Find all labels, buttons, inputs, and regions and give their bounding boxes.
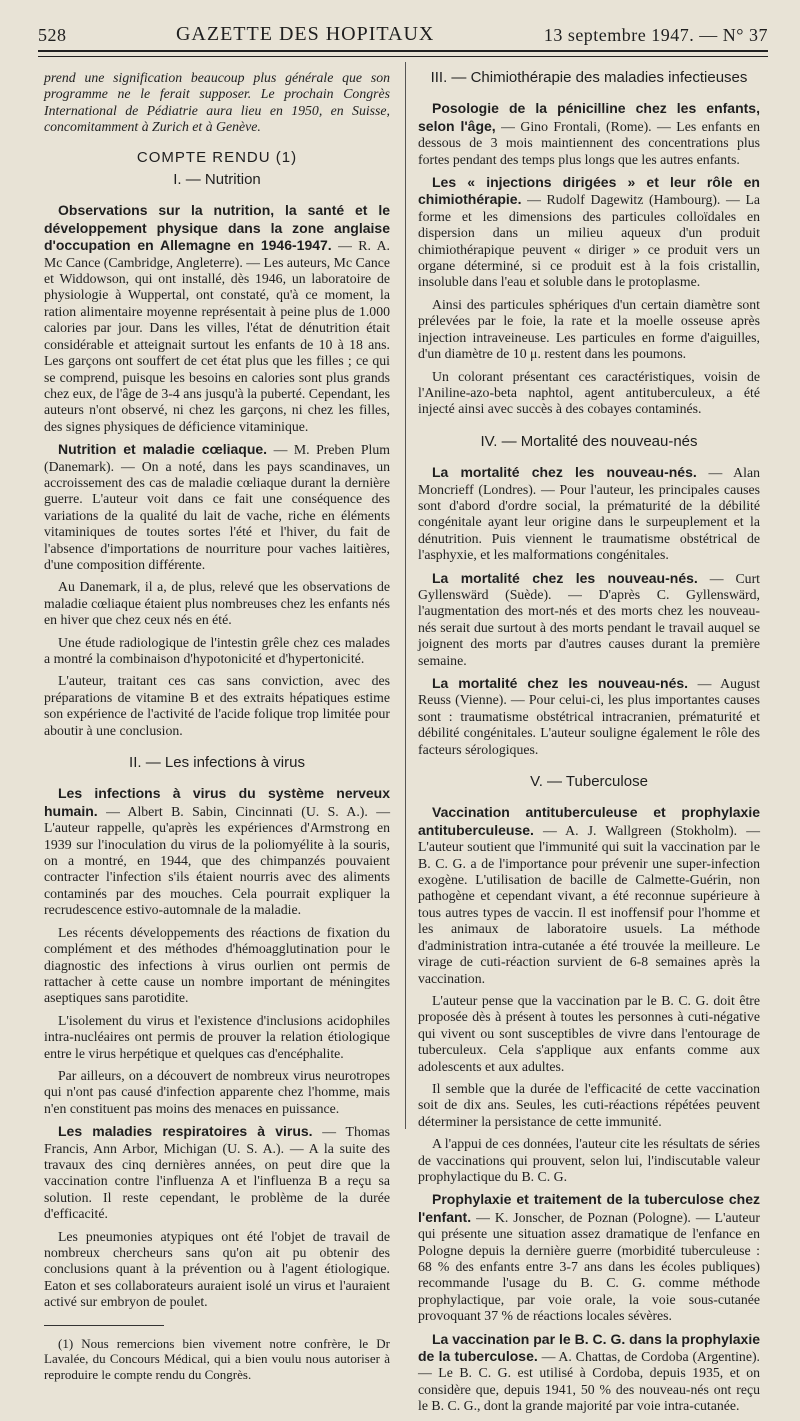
- page-header: [38, 22, 768, 46]
- article-mortality-2: La mortalité chez les nouveau-nés. — Curt Gyllenswärd (Suède). — D'après C. Gyllenswärd, l'augmentation des mort-nés et des morts chez les nouveau-nés serait due surtout à des morts pendant le travail auquel se joignent des morts par d'autres causes durant la première semaine.: [418, 569, 760, 668]
- article-bcg: La vaccination par le B. C. G. dans la prophylaxie de la tuberculose. — A. Chattas, de Cordoba (Argentine). — Le B. C. G. est utilisé à Cordoba, depuis 1935, et on considère que, depuis 1941, 50 % des nouveau-nés ont reçu le B. C. G., dont la grande majorité par voie intra-cutanée.: [418, 1330, 760, 1414]
- article-virus-nervous: Les infections à virus du système nerveux humain. — Albert B. Sabin, Cincinnati (U. S. A.). — L'auteur rappelle, qu'après les expériences d'Armstrong en 1939 sur l'inoculation du virus de la poliomyélite à la souris, on a montré, en 1944, que des chimpanzés pouvaient contracter l'infection s'ils étaient nourris avec des aliments contaminés par des mouches. Cela pourrait expliquer la recrudescence estivo-automnale de la maladie.: [44, 785, 390, 918]
- article-celiac: Nutrition et maladie cœliaque. — M. Preben Plum (Danemark). — On a noté, dans les pays scandinaves, un accroissement des cas de maladie cœliaque durant la dernière guerre. L'auteur voit dans ce fait une conséquence des variations de la qualité du lait de vache, riche en éléments vitaminiques de toutes sortes l'été et l'hiver, du fait de l'absence d'importations de nourriture pour vaches laitières, d'une composition différente.: [44, 441, 391, 572]
- footnote: (1) Nous remercions bien vivement notre confrère, le Dr Lavalée, du Concours Médical, qui a bien voulu nous autoriser à reproduire le compte rendu du Congrès.: [44, 1335, 390, 1382]
- header-rule-thin: [38, 56, 768, 57]
- journal-title: GAZETTE DES HOPITAUX: [175, 23, 435, 45]
- article-nutrition-observations: Observations sur la nutrition, la santé et le développement physique dans la zone anglaise d'occupation en Allemagne en 1946-1947. — R. A. Mc Cance (Cambridge, Angleterre). — Les auteurs, Mc Cance et Widdowson, qui ont installé, dès 1946, un laboratoire de physiologie à Wuppertal, ont constaté, qu'à ce moment, la ration alimentaire moyenne représentait à peine plus de 1.000 calories par jour. Dans les villes, l'état de dénutrition était considérable et atteignait surtout les enfants de 10 à 18 ans. Les garçons ont souffert de cet état plus que les filles ; ce qui se comprend, puisque les besoins en calories sont plus grands chez eux, de l'âge de 3-4 ans jusqu'à la puberté. Cependant, les auteurs n'ont observé, ni chez les garçons, ni chez les filles, des signes physiques de déficience vitaminique.: [44, 202, 391, 434]
- paragraph: L'isolement du virus et l'existence d'inclusions acidophiles intra-nucléaires ont permis de prouver la relation étiologique entre le virus herpétique et quelques cas d'encéphalite.: [44, 1012, 390, 1061]
- section-virus-heading: II. — Les infections à virus: [129, 754, 305, 772]
- page-number: 528: [38, 25, 67, 45]
- paragraph: Un colorant présentant ces caractéristiques, voisin de l'Aniline-azo-beta naphtol, agent antituberculeux, a été injecté ainsi avec succès à des cobayes contaminés.: [418, 368, 760, 417]
- header-rule: [38, 50, 768, 52]
- intro-paragraph: prend une signification beaucoup plus générale que son programme ne le ferait supposer. Le prochain Congrès International de Pédiatrie aura lieu en 1950, en Suisse, concomitamment à Zurich et à Genève.: [44, 70, 390, 135]
- paragraph: Une étude radiologique de l'intestin grêle chez ces malades a montré la combinaison d'hypotonicité et d'hypertonicité.: [44, 634, 390, 666]
- article-prophylaxis: Prophylaxie et traitement de la tuberculose chez l'enfant. — K. Jonscher, de Poznan (Pologne). — L'auteur qui présente une situation assez dramatique de l'enfance en Pologne depuis la dernière guerre (morbidité tuberculeuse : 68 % des enfants entre 3-7 ans dans les écoles publiques) recommande l'usage du B. C. G. comme méthode prophylactique, par voie orale, la voie sous-cutanée provoquant 37 % de réactions locales sévères.: [418, 1191, 760, 1324]
- article-mortality-1: La mortalité chez les nouveau-nés. — Alan Moncrieff (Londres). — Pour l'auteur, les principales causes sont d'abord d'ordre social, la prématurité de la débilité congénitale ayant leur origine dans le surpeuplement et la dénutrition. Puis viennent le traumatisme obstétrical de l'asphyxie, et les malformations congénitales.: [418, 464, 760, 563]
- section-chemo-heading: III. — Chimiothérapie des maladies infectieuses: [430, 69, 748, 86]
- column-divider: [405, 62, 406, 1129]
- paragraph: Ainsi des particules sphériques d'un certain diamètre sont prélevées par le foie, la rate et la moelle osseuse après injection intraveineuse. Les particules en forme d'aiguilles, d'un diamètre de 10 μ. restent dans les poumons.: [418, 296, 760, 362]
- article-penicillin: Posologie de la pénicilline chez les enfants, selon l'âge, — Gino Frontali, (Rome). — Les enfants en dessous de 3 mois maintiennent des concentrations plus fortes pendant des temps plus longs que les autres enfants.: [418, 100, 760, 167]
- article-mortality-3: La mortalité chez les nouveau-nés. — August Reuss (Vienne). — Pour celui-ci, les plus importantes causes sont : traumatisme obstétrical intracranien, prématurité et débilité congénitales. L'auteur souligne également le rôle des facteurs sérologiques.: [418, 675, 760, 757]
- paragraph: Les récents développements des réactions de fixation du complément et des méthodes d'hémoagglutination pour le diagnostic des infections à virus ourlien ont permis de rattacher à cette cause un nombre important de méningites aseptiques sans parotidite.: [44, 924, 390, 1006]
- paragraph: Par ailleurs, on a découvert de nombreux virus neurotropes qui n'ont pas causé d'infection apparente chez l'homme, mais n'en constituent pas moins des menaces en puissance.: [44, 1067, 390, 1116]
- paragraph: Les pneumonies atypiques ont été l'objet de travail de nombreux chercheurs sans qu'on ait pu obtenir des conclusions quant à la prévention ou à l'agent étiologique. Eaton et ses collaborateurs auraient isolé un virus et l'auraient activé sur embryon de poulet.: [44, 1228, 390, 1310]
- paragraph: L'auteur, traitant ces cas sans conviction, avec des préparations de vitamine B et des extraits hépatiques estime son expérience de l'activité de l'acide folique trop limitée pour aboutir à une conclusion.: [44, 673, 390, 738]
- article-vaccination: Vaccination antituberculeuse et prophylaxie antituberculeuse. — A. J. Wallgreen (Stokholm). — L'auteur soutient que l'immunité qui suit la vaccination par le B. C. G. a de l'importance pour prévenir une super-infection exogène. L'utilisation de bacille de Calmette-Guérin, non pathogène et cependant vivant, a été reconnue supérieure à tous autres types de vaccin. Il est inoffensif pour l'homme et les animaux de laboratoire usuels. La méthode d'administration intra-cutanée a été trouvée la meilleure. Le virage de cuti-réaction survient de 6-8 semaines après la vaccination.: [418, 804, 760, 986]
- left-column: [44, 70, 390, 1388]
- compte-rendu-heading: COMPTE RENDU (1): [136, 148, 298, 166]
- paragraph: Il semble que la durée de l'efficacité de cette vaccination soit de dix ans. Seules, les cuti-réactions répétées peuvent déterminer la persistance de cette immunité.: [418, 1080, 760, 1129]
- paragraph: A l'appui de ces données, l'auteur cite les résultats de séries de vaccinations qui prouvent, selon lui, l'indiscutable valeur prophylactique du B. C. G.: [418, 1136, 760, 1184]
- footnote-rule: [44, 1325, 164, 1326]
- section-tuberculosis-heading: V. — Tuberculose: [530, 773, 648, 791]
- section-mortality-heading: IV. — Mortalité des nouveau-nés: [480, 432, 698, 450]
- paragraph: Au Danemark, il a, de plus, relevé que les observations de maladie cœliaque étaient plus nombreuses chez les enfants nés en hiver que chez ceux nés en été.: [44, 579, 390, 628]
- section-nutrition-heading: I. — Nutrition: [173, 171, 261, 189]
- issue-date: 13 septembre 1947. — N° 37: [543, 25, 768, 45]
- paragraph: L'auteur pense que la vaccination par le B. C. G. doit être proposée dès à présent à toutes les personnes à cuti-négative qui vivent ou sont susceptibles de vivre dans l'entourage de tuberculeux. Cela s'applique aux enfants comme aux adolescents et aux adultes.: [418, 992, 760, 1074]
- article-respiratory: Les maladies respiratoires à virus. — Thomas Francis, Ann Arbor, Michigan (U. S. A.). — A la suite des travaux des cinq dernières années, on peut dire que la vaccination contre l'influenza A et l'influenza B a reçu sa solution. Il reste cependant, le problème de la durée d'efficacité.: [44, 1123, 390, 1222]
- right-column: [418, 70, 760, 1421]
- article-injections: Les « injections dirigées » et leur rôle en chimiothérapie. — Rudolf Dagewitz (Hambourg). — La forme et les dimensions des particules colloïdales en dispersion dans un milieu aqueux d'un produit chimiothérapique peuvent « diriger » ce produit vers un organe déterminé, si ce produit est à la fois cristallin, insoluble dans l'eau et soluble dans le protoplasme.: [418, 174, 760, 290]
